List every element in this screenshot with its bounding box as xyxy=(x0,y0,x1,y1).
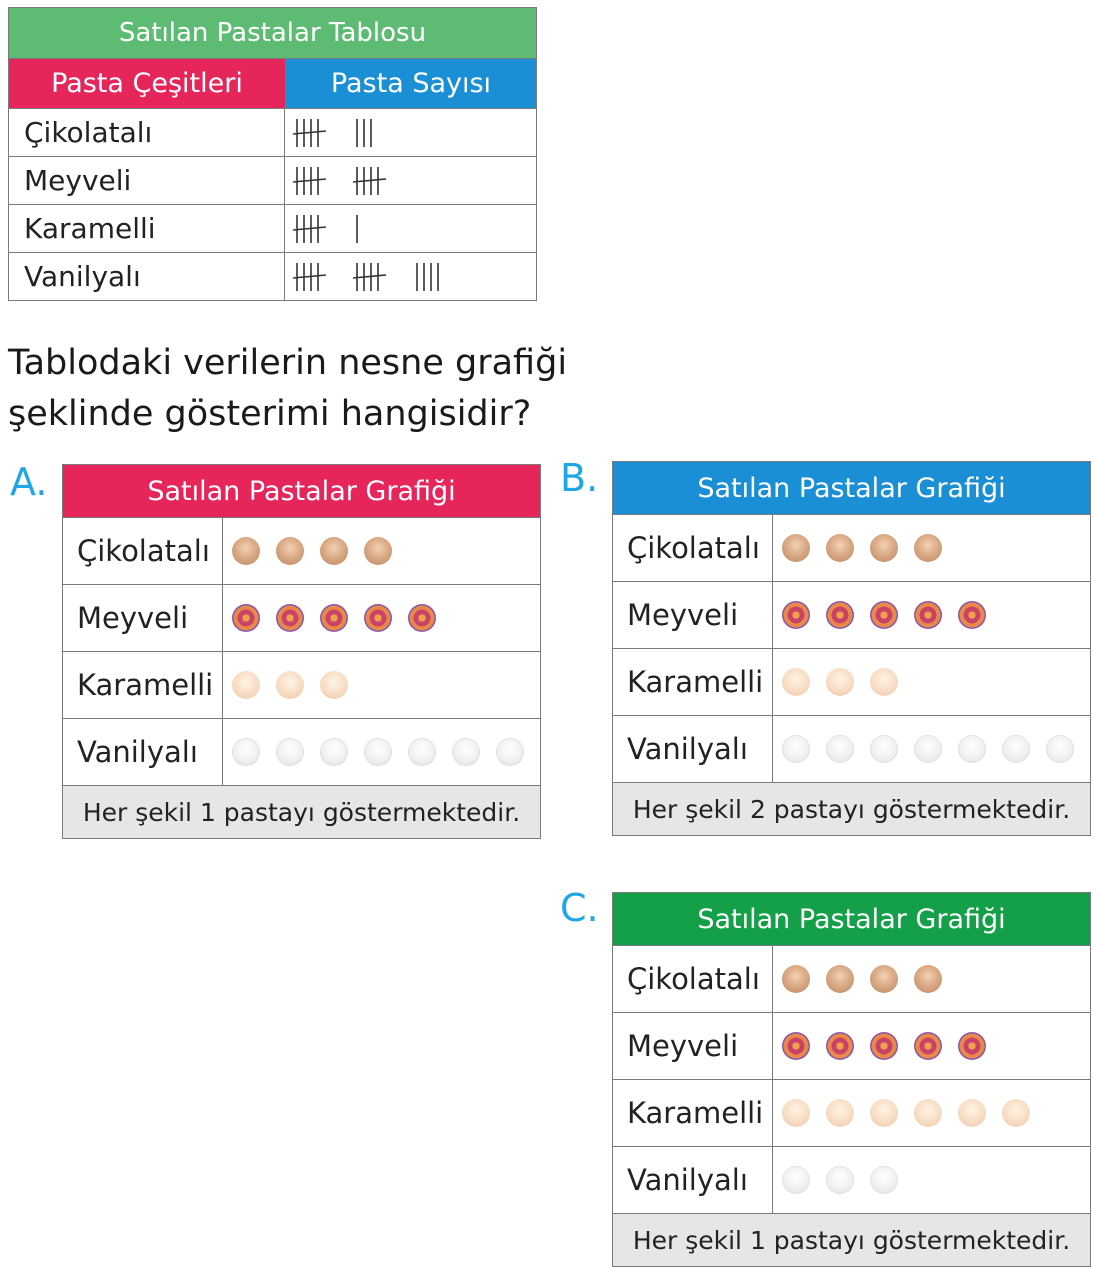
graph-row xyxy=(63,585,540,652)
graph-row-name: Vanilyalı xyxy=(613,1147,773,1213)
tally-group-five xyxy=(293,261,327,293)
chocolate-cake-icon xyxy=(826,965,854,993)
vanilla-cake-icon xyxy=(958,735,986,763)
option-b-letter[interactable]: B. xyxy=(560,456,599,500)
column-header-cake-types: Pasta Çeşitleri xyxy=(9,59,286,108)
vanilla-cake-icon xyxy=(276,738,304,766)
chocolate-cake-icon xyxy=(914,965,942,993)
caramel-cake-icon xyxy=(276,671,304,699)
vanilla-cake-icon xyxy=(870,735,898,763)
graph-row xyxy=(613,649,1090,716)
fruit-cake-icon xyxy=(870,1032,898,1060)
graph-footer: Her şekil 1 pastayı göstermektedir. xyxy=(63,786,540,838)
vanilla-cake-icon xyxy=(826,735,854,763)
tally-group xyxy=(353,213,364,245)
tally-row xyxy=(9,109,536,157)
fruit-cake-icon xyxy=(870,601,898,629)
chocolate-cake-icon xyxy=(914,534,942,562)
graph-footer: Her şekil 2 pastayı göstermektedir. xyxy=(613,783,1090,835)
caramel-cake-icon xyxy=(782,1099,810,1127)
fruit-cake-icon xyxy=(914,1032,942,1060)
graph-title: Satılan Pastalar Grafiği xyxy=(613,893,1090,946)
tally-table-header xyxy=(9,59,536,109)
tally-group-five xyxy=(353,165,387,197)
caramel-cake-icon xyxy=(958,1099,986,1127)
vanilla-cake-icon xyxy=(1002,735,1030,763)
vanilla-cake-icon xyxy=(782,1166,810,1194)
graph-row xyxy=(63,652,540,719)
fruit-cake-icon xyxy=(320,604,348,632)
tally-group-five xyxy=(293,213,327,245)
caramel-cake-icon xyxy=(870,1099,898,1127)
chocolate-cake-icon xyxy=(320,537,348,565)
graph-row-items xyxy=(773,1147,1090,1213)
tally-group-five xyxy=(293,117,327,149)
graph-row-name: Çikolatalı xyxy=(613,946,773,1012)
vanilla-cake-icon xyxy=(826,1166,854,1194)
fruit-cake-icon xyxy=(914,601,942,629)
fruit-cake-icon xyxy=(826,1032,854,1060)
chocolate-cake-icon xyxy=(870,965,898,993)
graph-row-items xyxy=(223,719,540,785)
chocolate-cake-icon xyxy=(232,537,260,565)
tally-group-five xyxy=(353,261,387,293)
tally-marks xyxy=(285,253,536,300)
tally-row-name: Meyveli xyxy=(9,157,285,204)
graph-row-items xyxy=(773,1013,1090,1079)
graph-row-items xyxy=(773,946,1090,1012)
tally-group xyxy=(413,261,445,293)
graph-row xyxy=(613,515,1090,582)
vanilla-cake-icon xyxy=(914,735,942,763)
tally-marks xyxy=(285,205,536,252)
tally-row-name: Karamelli xyxy=(9,205,285,252)
column-header-cake-count: Pasta Sayısı xyxy=(286,59,536,108)
vanilla-cake-icon xyxy=(496,738,524,766)
graph-row xyxy=(613,1080,1090,1147)
graph-row-name: Karamelli xyxy=(613,649,773,715)
graph-row-name: Karamelli xyxy=(613,1080,773,1146)
question-line-1: Tablodaki verilerin nesne grafiği xyxy=(8,343,568,383)
graph-row-items xyxy=(773,582,1090,648)
chocolate-cake-icon xyxy=(782,534,810,562)
fruit-cake-icon xyxy=(782,1032,810,1060)
vanilla-cake-icon xyxy=(452,738,480,766)
graph-row-name: Meyveli xyxy=(63,585,223,651)
graph-row-name: Çikolatalı xyxy=(63,518,223,584)
fruit-cake-icon xyxy=(232,604,260,632)
fruit-cake-icon xyxy=(364,604,392,632)
graph-row-name: Çikolatalı xyxy=(613,515,773,581)
chocolate-cake-icon xyxy=(870,534,898,562)
fruit-cake-icon xyxy=(826,601,854,629)
graph-row xyxy=(613,1013,1090,1080)
tally-row-name: Vanilyalı xyxy=(9,253,285,300)
option-c-graph[interactable] xyxy=(612,892,1091,1267)
graph-row-items xyxy=(773,1080,1090,1146)
graph-row-name: Meyveli xyxy=(613,582,773,648)
graph-row xyxy=(63,719,540,786)
tally-group-five xyxy=(293,165,327,197)
fruit-cake-icon xyxy=(782,601,810,629)
tally-group xyxy=(353,117,378,149)
graph-row-items xyxy=(773,649,1090,715)
graph-row-name: Vanilyalı xyxy=(63,719,223,785)
tally-table-title: Satılan Pastalar Tablosu xyxy=(9,8,536,59)
graph-footer: Her şekil 1 pastayı göstermektedir. xyxy=(613,1214,1090,1266)
vanilla-cake-icon xyxy=(870,1166,898,1194)
fruit-cake-icon xyxy=(958,1032,986,1060)
vanilla-cake-icon xyxy=(320,738,348,766)
tally-marks xyxy=(285,157,536,204)
option-a-letter[interactable]: A. xyxy=(10,460,48,504)
chocolate-cake-icon xyxy=(782,965,810,993)
graph-title: Satılan Pastalar Grafiği xyxy=(613,462,1090,515)
question-line-2: şeklinde gösterimi hangisidir? xyxy=(8,394,532,434)
tally-table xyxy=(8,7,537,301)
fruit-cake-icon xyxy=(276,604,304,632)
graph-row-items xyxy=(223,518,540,584)
graph-row xyxy=(613,1147,1090,1214)
caramel-cake-icon xyxy=(782,668,810,696)
caramel-cake-icon xyxy=(826,1099,854,1127)
option-b-graph[interactable] xyxy=(612,461,1091,836)
question-text xyxy=(8,338,568,440)
graph-row-name: Meyveli xyxy=(613,1013,773,1079)
vanilla-cake-icon xyxy=(364,738,392,766)
graph-row xyxy=(613,946,1090,1013)
graph-row xyxy=(63,518,540,585)
fruit-cake-icon xyxy=(408,604,436,632)
tally-marks xyxy=(285,109,536,156)
caramel-cake-icon xyxy=(232,671,260,699)
caramel-cake-icon xyxy=(1002,1099,1030,1127)
graph-row-name: Karamelli xyxy=(63,652,223,718)
fruit-cake-icon xyxy=(958,601,986,629)
vanilla-cake-icon xyxy=(232,738,260,766)
graph-row-items xyxy=(773,515,1090,581)
graph-row xyxy=(613,716,1090,783)
tally-row xyxy=(9,157,536,205)
graph-row-items xyxy=(773,716,1090,782)
tally-row xyxy=(9,253,536,300)
caramel-cake-icon xyxy=(320,671,348,699)
tally-row-name: Çikolatalı xyxy=(9,109,285,156)
vanilla-cake-icon xyxy=(1046,735,1074,763)
chocolate-cake-icon xyxy=(826,534,854,562)
caramel-cake-icon xyxy=(870,668,898,696)
graph-row-name: Vanilyalı xyxy=(613,716,773,782)
graph-row-items xyxy=(223,585,540,651)
tally-row xyxy=(9,205,536,253)
graph-row-items xyxy=(223,652,540,718)
option-a-graph[interactable] xyxy=(62,464,541,839)
option-c-letter[interactable]: C. xyxy=(560,886,599,930)
vanilla-cake-icon xyxy=(408,738,436,766)
caramel-cake-icon xyxy=(914,1099,942,1127)
caramel-cake-icon xyxy=(826,668,854,696)
chocolate-cake-icon xyxy=(276,537,304,565)
chocolate-cake-icon xyxy=(364,537,392,565)
graph-title: Satılan Pastalar Grafiği xyxy=(63,465,540,518)
graph-row xyxy=(613,582,1090,649)
vanilla-cake-icon xyxy=(782,735,810,763)
